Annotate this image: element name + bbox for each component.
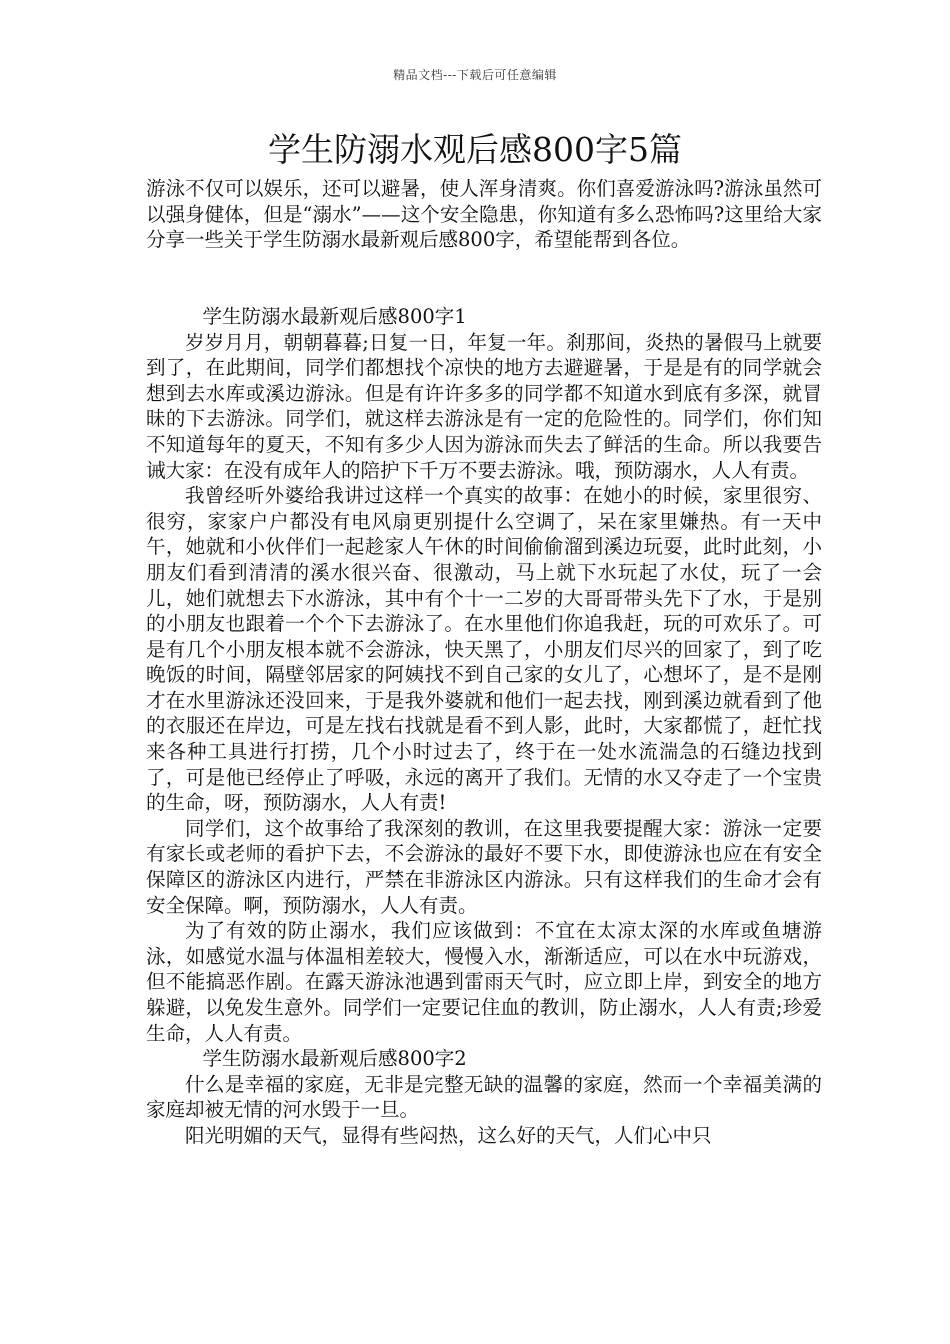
body-paragraph: 同学们，这个故事给了我深刻的教训，在这里我要提醒大家：游泳一定要有家长或老师的看护下去，不会游泳的最好不要下水，即使游泳也应在有安全保障区的游泳区内进行，严禁在非游泳区内游泳。只有这样我们的生命才会有安全保障。啊，预防溺水，人人有责。 — [146, 816, 822, 917]
body-paragraph: 为了有效的防止溺水，我们应该做到：不宜在太凉太深的水库或鱼塘游泳，如感觉水温与体温相差较大，慢慢入水，渐渐适应，可以在水中玩游戏，但不能搞恶作剧。在露天游泳池遇到雷雨天气时，应立即上岸，到安全的地方躲避，以免发生意外。同学们一定要记住血的教训，防止溺水，人人有责;珍爱生命，人人有责。 — [146, 919, 822, 1045]
body-paragraph: 岁岁月月，朝朝暮暮;日复一日，年复一年。刹那间，炎热的暑假马上就要到了，在此期间，同学们都想找个凉快的地方去避避暑，于是是有的同学就会想到去水库或溪边游泳。但是有许许多多的同学都不知道水到底有多深，就冒昧的下去游泳。同学们，就这样去游泳是有一定的危险性的。同学们，你们知不知道每年的夏天，不知有多少人因为游泳而失去了鲜活的生命。所以我要告诫大家：在没有成年人的陪护下千万不要去游泳。哦，预防溺水，人人有责。 — [146, 330, 822, 482]
intro-paragraph: 游泳不仅可以娱乐，还可以避暑，使人浑身清爽。你们喜爱游泳吗?游泳虽然可以强身健体，但是“溺水”——这个安全隐患，你知道有多么恐怖吗?这里给大家分享一些关于学生防溺水最新观后感800字，希望能帮到各位。 — [146, 177, 822, 252]
section-heading: 学生防溺水最新观后感800字1 — [202, 304, 467, 328]
paragraph-gap — [146, 278, 822, 304]
paragraph-gap — [146, 253, 822, 279]
body-paragraph: 什么是幸福的家庭，无非是完整无缺的温馨的家庭，然而一个幸福美满的家庭却被无情的河水毁于一旦。 — [146, 1072, 822, 1122]
document-body — [146, 176, 822, 1149]
document-title: 学生防溺水观后感800字5篇 — [268, 130, 682, 169]
header-note: 精品文档---下载后可任意编辑 — [393, 68, 557, 82]
section-heading: 学生防溺水最新观后感800字2 — [202, 1047, 467, 1071]
body-paragraph: 我曾经听外婆给我讲过这样一个真实的故事：在她小的时候，家里很穷、很穷，家家户户都没有电风扇更别提什么空调了，呆在家里嫌热。有一天中午，她就和小伙伴们一起趁家人午休的时间偷偷溜到溪边玩耍，此时此刻，小朋友们看到清清的溪水很兴奋、很激动，马上就下水玩起了水仗，玩了一会儿，她们就想去下水游泳，其中有个十一二岁的大哥哥带头先下了水，于是别的小朋友也跟着一个个下去游泳了。在水里他们你追我赶，玩的可欢乐了。可是有几个小朋友根本就不会游泳，快天黑了，小朋友们尽兴的回家了，到了吃晚饭的时间，隔壁邻居家的阿姨找不到自己家的女儿了，心想坏了，是不是刚才在水里游泳还没回来，于是我外婆就和他们一起去找，刚到溪边就看到了他的衣服还在岸边，可是左找右找就是看不到人影，此时，大家都慌了，赶忙找来各种工具进行打捞，几个小时过去了，终于在一处水流湍急的石缝边找到了，可是他已经停止了呼吸，永远的离开了我们。无情的水又夺走了一个宝贵的生命，呀，预防溺水，人人有责! — [146, 484, 822, 815]
body-paragraph: 阳光明媚的天气，显得有些闷热，这么好的天气，人们心中只 — [185, 1123, 712, 1147]
